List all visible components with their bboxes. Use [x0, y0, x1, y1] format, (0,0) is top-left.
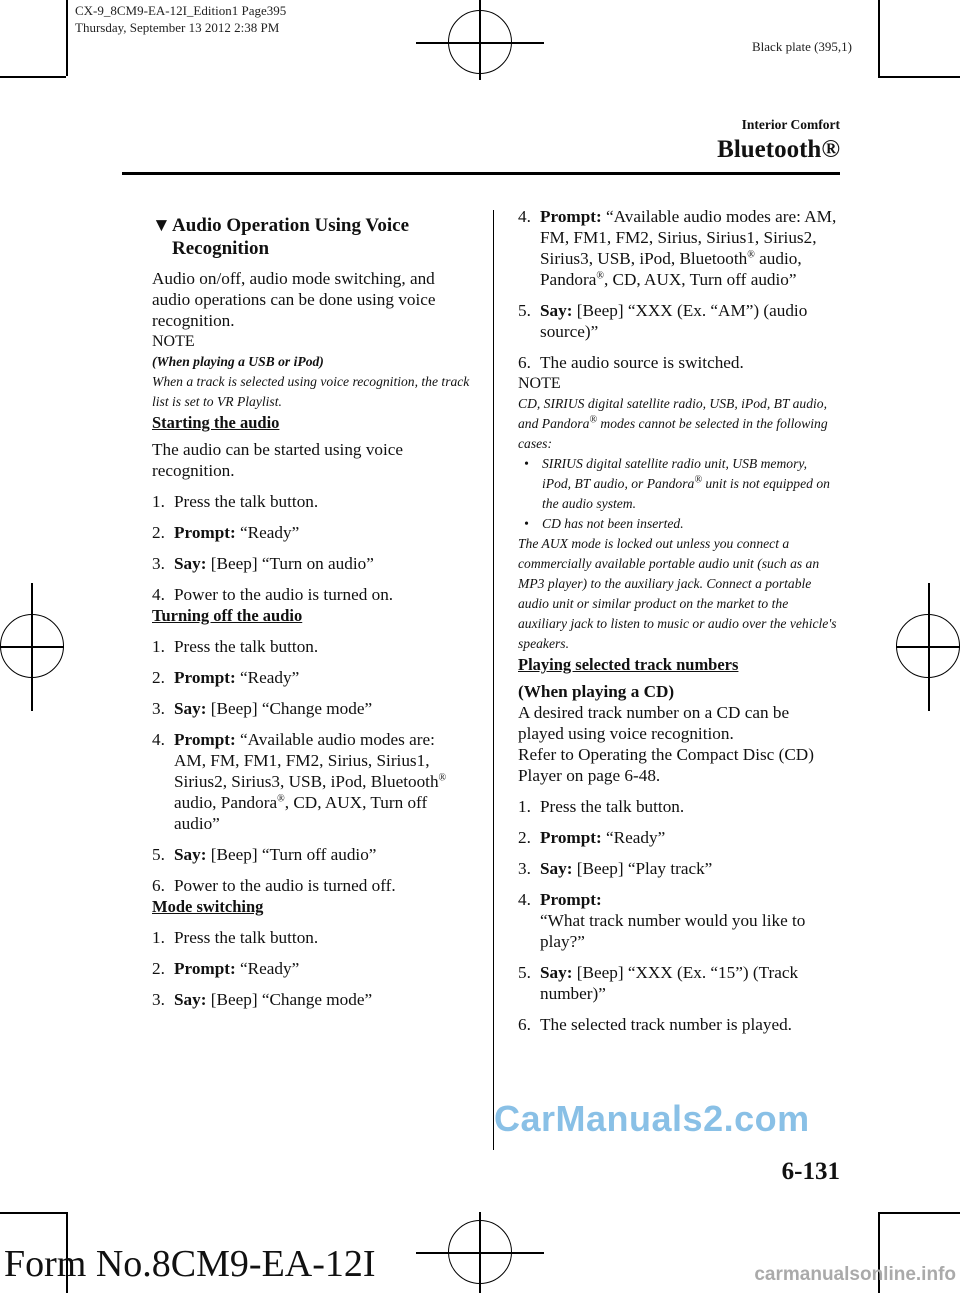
crop-mark: [878, 0, 880, 76]
page-number: 6-131: [781, 1158, 840, 1185]
playing-condition: (When playing a CD): [518, 682, 675, 701]
print-header-line1: CX-9_8CM9-EA-12I_Edition1 Page395: [75, 3, 287, 18]
step: 2. Prompt: “Ready”: [518, 828, 666, 847]
subheading-playing-tracks: Playing selected track numbers: [518, 655, 739, 674]
registration-line: [928, 583, 930, 711]
playing-reference: Refer to Operating the Compact Disc (CD) Player on page 6-48.: [518, 745, 814, 785]
crop-mark: [878, 76, 960, 78]
left-column: [152, 214, 470, 1010]
step: 2. Prompt: “Ready”: [152, 668, 300, 687]
section-category: Interior Comfort: [741, 117, 840, 132]
step: 2. Prompt: “Ready”: [152, 523, 300, 542]
step: 4. Prompt: “What track number would you like to play?”: [518, 890, 806, 951]
step: 2. Prompt: “Ready”: [152, 959, 300, 978]
step: 6. The selected track number is played.: [518, 1015, 792, 1034]
playing-intro: A desired track number on a CD can be played using voice recognition.: [518, 703, 790, 743]
step: 6. Power to the audio is turned off.: [152, 876, 396, 895]
subheading-mode-switching: Mode switching: [152, 897, 264, 916]
step: 1. Press the talk button.: [152, 492, 319, 511]
right-column: [518, 206, 838, 1035]
registration-line: [479, 1212, 481, 1293]
crop-mark: [878, 1212, 960, 1214]
column-divider: [493, 210, 494, 1150]
step: 4. Prompt: “Available audio modes are: AM, FM, FM1, FM2, Sirius, Sirius1, Sirius2, Sirius3, USB, iPod, Bluetooth® audio, Pandora®, CD, AUX, Turn off audio”: [518, 207, 837, 289]
section-heading: [152, 214, 470, 260]
crop-mark: [66, 0, 68, 76]
step: 1. Press the talk button.: [518, 797, 685, 816]
registration-line: [479, 0, 481, 80]
step: 5. Say: [Beep] “Turn off audio”: [152, 845, 377, 864]
step: 4. Prompt: “Available audio modes are: AM, FM, FM1, FM2, Sirius, Sirius1, Sirius2, Sirius3, USB, iPod, Bluetooth® audio, Pandora®, CD, AUX, Turn off audio”: [152, 730, 447, 833]
note-paragraph: CD, SIRIUS digital satellite radio, USB, iPod, BT audio, and Pandora® modes cannot be selected in the following cases:: [518, 396, 828, 451]
step: 3. Say: [Beep] “Change mode”: [152, 990, 373, 1009]
step: 1. Press the talk button.: [152, 928, 319, 947]
print-header-line2: Thursday, September 13 2012 2:38 PM: [75, 20, 280, 35]
starting-intro: The audio can be started using voice recognition.: [152, 440, 404, 480]
heading-text: Audio Operation Using Voice Recognition: [172, 215, 410, 259]
note-bullet: • SIRIUS digital satellite radio unit, USB memory, iPod, BT audio, or Pandora® unit is not equipped on the audio system.: [524, 456, 830, 511]
note-paragraph: The AUX mode is locked out unless you connect a commercially available portable audio unit (such as an MP3 player) to the auxiliary jack. Connect a portable audio unit or similar product on the market to the auxiliary jack to listen to music or audio over the vehicle's speakers.: [518, 536, 837, 651]
step: 3. Say: [Beep] “Play track”: [518, 859, 713, 878]
subheading-turning-off: Turning off the audio: [152, 606, 303, 625]
site-mark: carmanualsonline.info: [754, 1264, 956, 1285]
step: 5. Say: [Beep] “XXX (Ex. “15”) (Track number)”: [518, 963, 799, 1003]
crop-mark: [0, 76, 66, 78]
note-text: When a track is selected using voice recognition, the track list is set to VR Playlist.: [152, 374, 470, 409]
note-condition: (When playing a USB or iPod): [152, 354, 324, 369]
intro-paragraph: Audio on/off, audio mode switching, and audio operations can be done using voice recognition.: [152, 269, 436, 330]
step: 6. The audio source is switched.: [518, 353, 744, 372]
subheading-starting: Starting the audio: [152, 413, 280, 432]
triangle-marker-icon: ▼: [152, 215, 171, 236]
crop-mark: [0, 1212, 66, 1214]
section-title: Bluetooth®: [717, 136, 840, 163]
watermark: CarManuals2.com: [494, 1098, 810, 1139]
step: 1. Press the talk button.: [152, 637, 319, 656]
step: 3. Say: [Beep] “Change mode”: [152, 699, 373, 718]
note-title: NOTE: [518, 375, 561, 392]
form-number: Form No.8CM9-EA-12I: [4, 1243, 376, 1285]
registration-line: [31, 583, 33, 711]
note-bullet: • CD has not been inserted.: [524, 516, 684, 531]
note-title: NOTE: [152, 333, 195, 350]
header-rule: [122, 172, 840, 175]
step: 3. Say: [Beep] “Turn on audio”: [152, 554, 374, 573]
plate-label: Black plate (395,1): [752, 39, 852, 54]
step: 5. Say: [Beep] “XXX (Ex. “AM”) (audio source)”: [518, 301, 808, 341]
step: 4. Power to the audio is turned on.: [152, 585, 394, 604]
